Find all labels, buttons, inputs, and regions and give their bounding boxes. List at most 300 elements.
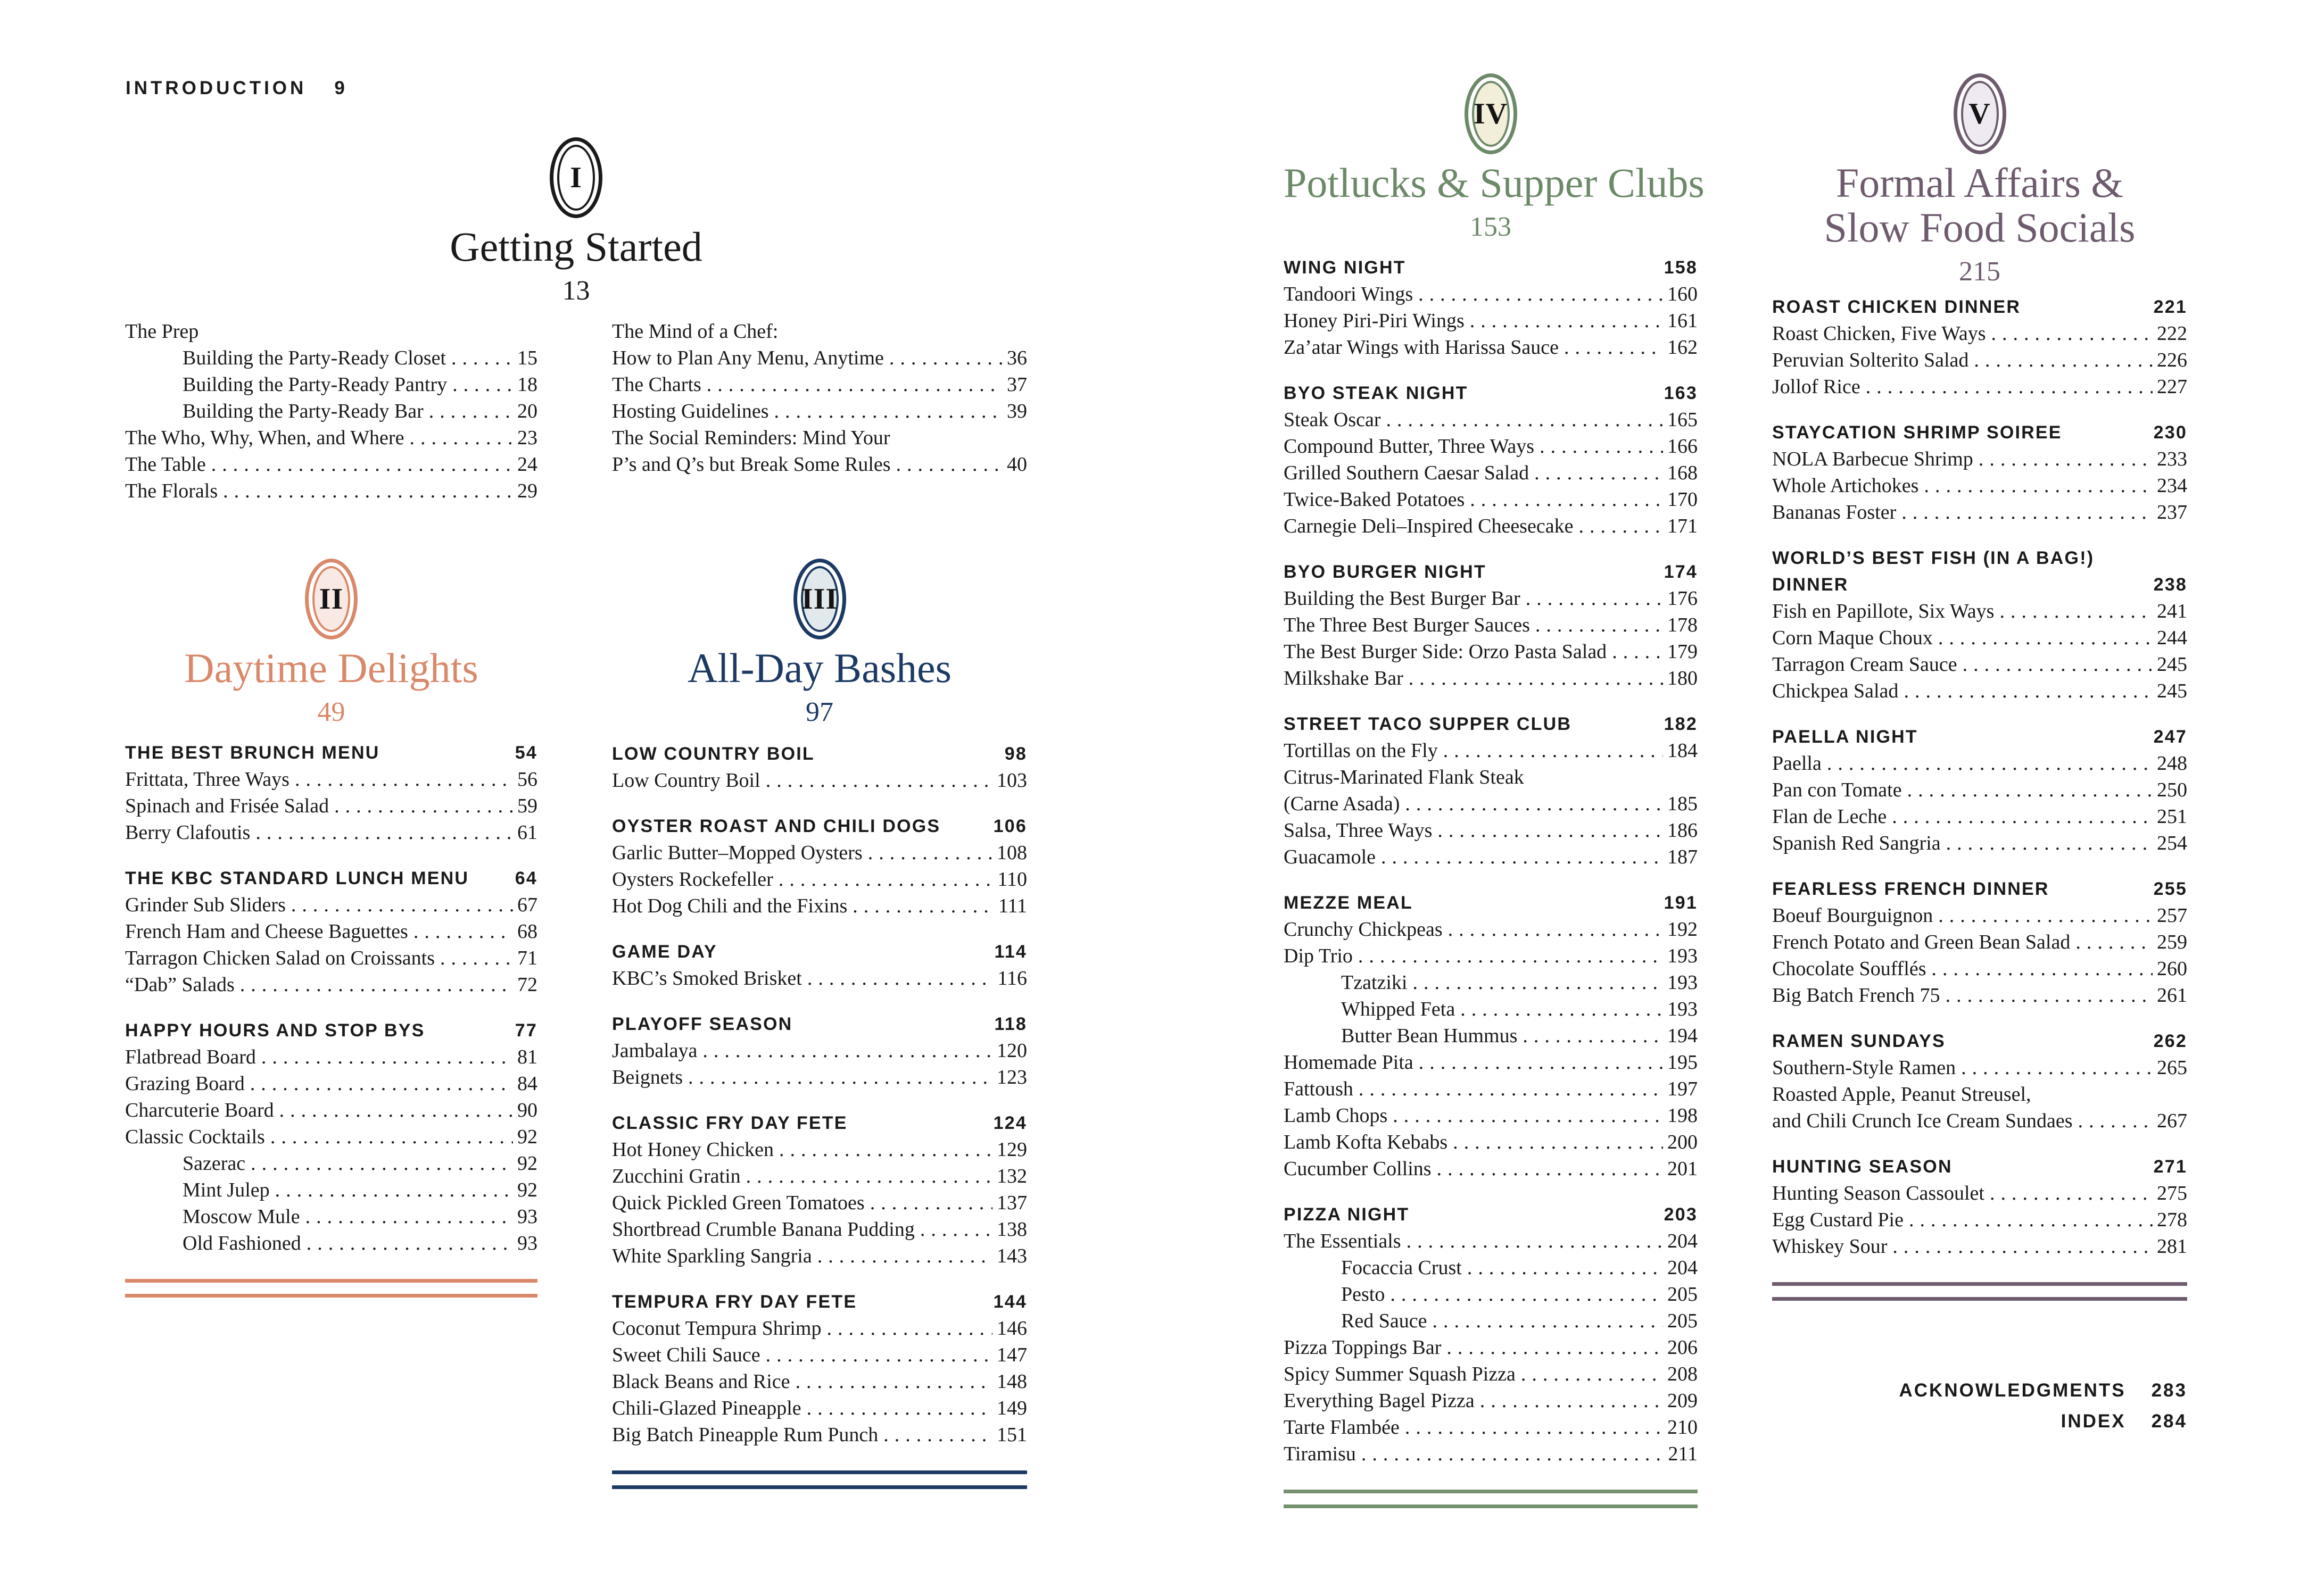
toc-entry-title: The Three Best Burger Sauces bbox=[1284, 614, 1530, 636]
dot-leader bbox=[295, 766, 513, 793]
group-header bbox=[1772, 294, 2187, 320]
toc-entry bbox=[1772, 320, 2187, 347]
toc-entry bbox=[1772, 750, 2187, 777]
toc-entry bbox=[1772, 373, 2187, 400]
toc-entry-title: Pizza Toppings Bar bbox=[1284, 1336, 1442, 1359]
dot-leader bbox=[1938, 625, 2153, 651]
dot-leader bbox=[440, 945, 513, 971]
toc-entry-title: P’s and Q’s but Break Some Rules bbox=[612, 453, 891, 476]
dot-leader bbox=[1904, 678, 2153, 704]
toc-entry bbox=[1284, 969, 1698, 996]
group-header bbox=[612, 813, 1027, 839]
toc-entry bbox=[1284, 1254, 1698, 1281]
toc-entry-title: Oysters Rockefeller bbox=[612, 868, 773, 891]
toc-entry-wrap-line: The Mind of a Chef: bbox=[612, 320, 779, 343]
toc-entry-page-number: 137 bbox=[997, 1192, 1027, 1214]
toc-entry-title: The Essentials bbox=[1284, 1230, 1401, 1252]
toc-group bbox=[125, 739, 537, 846]
dot-leader bbox=[827, 1315, 993, 1342]
toc-entry bbox=[1284, 1049, 1698, 1076]
toc-entry-title: Building the Party-Ready Bar bbox=[183, 400, 424, 422]
dot-leader bbox=[1432, 1308, 1663, 1334]
toc-entry-page-number: 192 bbox=[1667, 918, 1698, 941]
dot-leader bbox=[1521, 1361, 1663, 1387]
toc-entry-title: Lamb Kofta Kebabs bbox=[1284, 1131, 1448, 1153]
toc-entry-page-number: 116 bbox=[997, 967, 1027, 990]
back-matter bbox=[1772, 1375, 2187, 1437]
toc-entry-page-number: 151 bbox=[997, 1424, 1027, 1446]
toc-entry-title: Old Fashioned bbox=[183, 1232, 301, 1254]
toc-entry-page-number: 201 bbox=[1667, 1158, 1698, 1180]
toc-entry bbox=[612, 965, 1027, 992]
left-column-b-intro-panel bbox=[612, 318, 1027, 478]
toc-entry-page-number: 200 bbox=[1667, 1131, 1698, 1153]
section-heading bbox=[612, 552, 1027, 728]
group-header bbox=[125, 1017, 537, 1044]
toc-entry-title: Hot Honey Chicken bbox=[612, 1138, 774, 1161]
toc-group bbox=[612, 938, 1027, 992]
divider-bar bbox=[612, 1485, 1027, 1489]
dot-leader bbox=[1612, 638, 1663, 665]
toc-entry bbox=[125, 451, 537, 478]
toc-entry bbox=[612, 866, 1027, 893]
dot-leader bbox=[1418, 281, 1663, 307]
section-roman-numeral: I bbox=[570, 161, 582, 194]
toc-entry bbox=[1772, 1233, 2187, 1260]
toc-entry-title: Tarragon Chicken Salad on Croissants bbox=[125, 947, 435, 969]
left-column-b-menus-panel bbox=[612, 741, 1027, 1489]
toc-entry-page-number: 248 bbox=[2157, 752, 2187, 775]
dot-leader bbox=[920, 1216, 992, 1243]
toc-entry bbox=[125, 1097, 537, 1124]
toc-entry-title: Charcuterie Board bbox=[125, 1099, 274, 1121]
toc-entry-page-number: 120 bbox=[997, 1040, 1027, 1062]
dot-leader bbox=[1405, 1414, 1663, 1441]
toc-entry-title: How to Plan Any Menu, Anytime bbox=[612, 347, 884, 369]
dot-leader bbox=[1901, 499, 2153, 526]
dot-leader bbox=[1526, 585, 1663, 612]
toc-entry bbox=[1284, 1129, 1698, 1156]
dot-leader bbox=[270, 1124, 513, 1150]
section-heading bbox=[1284, 67, 1705, 243]
toc-entry bbox=[125, 918, 537, 945]
group-header-page-number: 230 bbox=[2153, 422, 2187, 443]
dot-leader bbox=[250, 1070, 513, 1097]
dot-leader bbox=[413, 918, 513, 945]
group-header-page-number: 271 bbox=[2153, 1157, 2187, 1177]
page-header-label: INTRODUCTION bbox=[126, 78, 307, 98]
toc-entry-page-number: 92 bbox=[517, 1152, 537, 1175]
left-column-a-intro-panel bbox=[125, 318, 537, 504]
group-header bbox=[612, 1011, 1027, 1037]
group-header-title: THE BEST BRUNCH MENU bbox=[125, 743, 380, 763]
dot-leader bbox=[817, 1243, 992, 1269]
toc-entry-title: Hunting Season Cassoulet bbox=[1772, 1182, 1984, 1204]
group-header-title: HUNTING SEASON bbox=[1772, 1157, 1953, 1177]
group-header-page-number: 118 bbox=[994, 1014, 1027, 1034]
toc-entry-page-number: 245 bbox=[2157, 680, 2187, 702]
toc-entry bbox=[1284, 1308, 1698, 1334]
dot-leader bbox=[2075, 929, 2153, 955]
toc-entry bbox=[1284, 307, 1698, 334]
toc-entry bbox=[612, 1368, 1027, 1395]
toc-entry-page-number: 148 bbox=[997, 1370, 1027, 1393]
section-oval-inner bbox=[312, 566, 350, 632]
toc-entry-page-number: 179 bbox=[1667, 641, 1698, 663]
toc-entry-page-number: 123 bbox=[997, 1066, 1027, 1088]
toc-entry bbox=[1772, 472, 2187, 499]
toc-entry-page-number: 168 bbox=[1667, 462, 1698, 484]
group-header-page-number: 174 bbox=[1664, 562, 1698, 582]
dot-leader bbox=[1467, 1254, 1663, 1281]
toc-entry bbox=[1284, 612, 1698, 638]
dot-leader bbox=[707, 371, 1003, 398]
toc-group bbox=[612, 741, 1027, 794]
toc-entry-title: The Charts bbox=[612, 373, 701, 396]
toc-entry-title: Salsa, Three Ways bbox=[1284, 819, 1433, 842]
toc-entry bbox=[612, 1190, 1027, 1216]
dot-leader bbox=[896, 451, 1003, 478]
dot-leader bbox=[1907, 777, 2153, 803]
toc-entry-page-number: 72 bbox=[517, 974, 537, 996]
toc-entry bbox=[1284, 1414, 1698, 1441]
toc-entry-title: Tarte Flambée bbox=[1284, 1416, 1400, 1439]
group-header-title: PIZZA NIGHT bbox=[1284, 1204, 1410, 1225]
section-heading bbox=[125, 131, 1027, 306]
right-column-c-menus-panel bbox=[1284, 254, 1698, 1508]
group-header-page-number: 191 bbox=[1664, 893, 1698, 913]
toc-entry-page-number: 251 bbox=[2157, 805, 2187, 828]
toc-entry-title: Guacamole bbox=[1284, 846, 1376, 868]
dot-leader bbox=[1578, 513, 1663, 539]
toc-entry bbox=[1284, 1228, 1698, 1254]
toc-entry-page-number: 92 bbox=[517, 1179, 537, 1201]
section-heading-formal-affairs-panel bbox=[1772, 67, 2187, 287]
toc-entry bbox=[1772, 902, 2187, 929]
toc-entry bbox=[125, 398, 537, 425]
toc-entry-page-number: 194 bbox=[1667, 1025, 1698, 1047]
dot-leader bbox=[889, 345, 1003, 371]
toc-entry bbox=[1772, 777, 2187, 803]
toc-list bbox=[612, 318, 1027, 478]
toc-entry-page-number: 198 bbox=[1667, 1104, 1698, 1127]
toc-entry bbox=[612, 1136, 1027, 1163]
section-page-number: 153 bbox=[1470, 212, 1511, 242]
toc-entry-page-number: 147 bbox=[997, 1344, 1027, 1366]
toc-entry bbox=[125, 318, 537, 345]
toc-entry-title: French Potato and Green Bean Salad bbox=[1772, 931, 2071, 953]
toc-group bbox=[125, 865, 537, 998]
toc-entry-page-number: 261 bbox=[2157, 984, 2187, 1007]
dot-leader bbox=[1407, 1228, 1663, 1254]
toc-entry bbox=[1772, 347, 2187, 373]
dot-leader bbox=[251, 1150, 513, 1177]
dot-leader bbox=[1827, 750, 2153, 777]
toc-entry bbox=[1284, 817, 1698, 844]
toc-entry bbox=[1772, 929, 2187, 955]
toc-entry bbox=[612, 1422, 1027, 1448]
section-heading bbox=[1772, 67, 2187, 287]
group-header bbox=[125, 865, 537, 892]
toc-entry-title: Jambalaya bbox=[612, 1040, 698, 1062]
toc-entry bbox=[612, 1342, 1027, 1368]
toc-entry-wrap-line: Roasted Apple, Peanut Streusel, bbox=[1772, 1083, 2031, 1105]
toc-entry-page-number: 234 bbox=[2157, 475, 2187, 497]
toc-entry-page-number: 244 bbox=[2157, 627, 2187, 649]
section-page-number: 13 bbox=[562, 276, 590, 306]
toc-entry bbox=[1284, 943, 1698, 969]
section-title-line: Formal Affairs & bbox=[1835, 160, 2124, 206]
toc-entry-title: Mint Julep bbox=[183, 1179, 270, 1201]
toc-entry-page-number: 186 bbox=[1667, 819, 1698, 842]
toc-entry-title: White Sparkling Sangria bbox=[612, 1245, 812, 1267]
toc-entry-page-number: 210 bbox=[1667, 1416, 1698, 1439]
section-roman-numeral: II bbox=[319, 583, 344, 616]
dot-leader bbox=[1412, 969, 1663, 996]
right-column-d-menus-panel bbox=[1772, 294, 2187, 1437]
toc-entry-title: Red Sauce bbox=[1341, 1310, 1427, 1332]
dot-leader bbox=[1892, 803, 2153, 830]
dot-leader bbox=[305, 1203, 513, 1230]
toc-entry-title: KBC’s Smoked Brisket bbox=[612, 967, 802, 990]
dot-leader bbox=[211, 451, 513, 478]
toc-entry bbox=[1772, 446, 2187, 472]
toc-entry-title: Chili-Glazed Pineapple bbox=[612, 1397, 801, 1419]
dot-leader bbox=[746, 1163, 992, 1190]
toc-entry-page-number: 275 bbox=[2157, 1182, 2187, 1204]
section-roman-numeral: III bbox=[801, 583, 838, 616]
toc-entry-page-number: 257 bbox=[2157, 904, 2187, 927]
dot-leader bbox=[307, 1230, 513, 1257]
section-oval-inner bbox=[801, 566, 839, 632]
toc-entry-title: Low Country Boil bbox=[612, 769, 760, 792]
toc-entry-title: “Dab” Salads bbox=[125, 974, 235, 996]
group-header bbox=[1772, 1028, 2187, 1054]
toc-entry bbox=[1284, 513, 1698, 539]
divider-bar bbox=[1772, 1282, 2187, 1286]
toc-entry bbox=[1772, 803, 2187, 830]
toc-entry-page-number: 226 bbox=[2157, 349, 2187, 371]
toc-entry-page-number: 138 bbox=[997, 1218, 1027, 1241]
group-header bbox=[1284, 380, 1698, 406]
toc-entry-title: Garlic Butter–Mopped Oysters bbox=[612, 842, 863, 864]
toc-entry-title: Grazing Board bbox=[125, 1073, 245, 1095]
group-header bbox=[1772, 724, 2187, 750]
toc-entry-title: and Chili Crunch Ice Cream Sundaes bbox=[1772, 1110, 2073, 1132]
toc-entry-title: Paella bbox=[1772, 752, 1822, 775]
toc-entry-page-number: 68 bbox=[517, 920, 537, 943]
dot-leader bbox=[291, 892, 513, 918]
toc-entry-page-number: 184 bbox=[1667, 739, 1698, 762]
toc-entry-page-number: 209 bbox=[1667, 1390, 1698, 1412]
toc-entry bbox=[1284, 334, 1698, 361]
toc-entry-title: Grinder Sub Sliders bbox=[125, 894, 286, 916]
toc-entry-title: Chickpea Salad bbox=[1772, 680, 1899, 702]
dot-leader bbox=[1866, 373, 2153, 400]
dot-leader bbox=[1443, 737, 1663, 764]
toc-entry-page-number: 93 bbox=[517, 1206, 537, 1228]
toc-entry-page-number: 110 bbox=[997, 868, 1027, 891]
section-page-number: 49 bbox=[317, 697, 345, 727]
divider-bar bbox=[1284, 1504, 1698, 1508]
group-header-title: THE KBC STANDARD LUNCH MENU bbox=[125, 868, 469, 888]
toc-entry-page-number: 195 bbox=[1667, 1051, 1698, 1074]
toc-entry-wrap-line: Citrus-Marinated Flank Steak bbox=[1284, 766, 1524, 788]
toc-entry bbox=[1284, 791, 1698, 817]
toc-entry-page-number: 71 bbox=[517, 947, 537, 969]
toc-entry-title: Steak Oscar bbox=[1284, 409, 1381, 431]
toc-entry-title: Building the Party-Ready Closet bbox=[183, 347, 446, 369]
toc-entry-page-number: 56 bbox=[517, 768, 537, 791]
dot-leader bbox=[1358, 943, 1663, 969]
toc-group bbox=[1284, 890, 1698, 1182]
toc-entry bbox=[125, 1124, 537, 1150]
group-header-page-number: 106 bbox=[993, 816, 1027, 836]
toc-entry-page-number: 103 bbox=[997, 769, 1027, 792]
group-header-page-number: 255 bbox=[2153, 879, 2187, 899]
group-header-page-number: 238 bbox=[2153, 575, 2187, 595]
toc-entry bbox=[1772, 982, 2187, 1009]
toc-entry-page-number: 206 bbox=[1667, 1336, 1698, 1359]
group-header bbox=[612, 938, 1027, 965]
dot-leader bbox=[279, 1097, 513, 1124]
toc-entry-page-number: 165 bbox=[1667, 409, 1698, 431]
toc-entry bbox=[1284, 433, 1698, 460]
toc-entry bbox=[1284, 1441, 1698, 1467]
divider-bar bbox=[612, 1470, 1027, 1474]
divider-bar bbox=[125, 1279, 537, 1283]
section-title-line: Slow Food Socials bbox=[1824, 204, 2136, 251]
toc-entry-title: Whipped Feta bbox=[1341, 998, 1455, 1020]
toc-entry-page-number: 111 bbox=[998, 895, 1027, 917]
group-header-title: MEZZE MEAL bbox=[1284, 893, 1413, 913]
section-title-line: Getting Started bbox=[450, 223, 702, 270]
toc-entry bbox=[612, 1064, 1027, 1091]
dot-leader bbox=[1932, 955, 2153, 982]
toc-entry-title: Pan con Tomate bbox=[1772, 779, 1902, 801]
toc-entry-title: Tiramisu bbox=[1284, 1443, 1356, 1465]
toc-entry-title: Roast Chicken, Five Ways bbox=[1772, 322, 1986, 345]
toc-entry bbox=[1284, 665, 1698, 692]
dot-leader bbox=[779, 866, 994, 893]
toc-entry-page-number: 180 bbox=[1667, 667, 1698, 689]
group-header bbox=[612, 741, 1027, 767]
toc-entry bbox=[612, 398, 1027, 425]
toc-entry-title: Dip Trio bbox=[1284, 945, 1353, 967]
dot-leader bbox=[1999, 598, 2153, 625]
toc-entry-title: Fish en Papillote, Six Ways bbox=[1772, 600, 1995, 622]
dot-leader bbox=[275, 1177, 513, 1203]
section-oval-badge bbox=[793, 559, 846, 639]
toc-entry-title: The Who, Why, When, and Where bbox=[125, 427, 404, 449]
dot-leader bbox=[1974, 347, 2153, 373]
toc-entry-title: Tortillas on the Fly bbox=[1284, 739, 1438, 762]
group-header-title: BYO BURGER NIGHT bbox=[1284, 562, 1486, 582]
toc-entry bbox=[612, 1163, 1027, 1190]
group-header-page-number: 98 bbox=[1004, 744, 1027, 764]
toc-entry-page-number: 265 bbox=[2157, 1057, 2187, 1079]
toc-entry-page-number: 187 bbox=[1667, 846, 1698, 868]
group-header-page-number: 114 bbox=[994, 942, 1027, 962]
toc-entry-title: Classic Cocktails bbox=[125, 1126, 265, 1148]
section-title bbox=[1772, 161, 2187, 250]
section-oval-badge bbox=[305, 559, 358, 639]
toc-entry bbox=[612, 1216, 1027, 1243]
toc-entry-page-number: 250 bbox=[2157, 779, 2187, 801]
group-header-title: GAME DAY bbox=[612, 942, 717, 962]
dot-leader bbox=[1390, 1281, 1663, 1308]
toc-entry-page-number: 40 bbox=[1007, 453, 1027, 476]
dot-leader bbox=[1405, 791, 1663, 817]
toc-entry-title: Building the Best Burger Bar bbox=[1284, 587, 1520, 610]
group-header-page-number: 247 bbox=[2153, 727, 2187, 747]
toc-entry-page-number: 143 bbox=[997, 1245, 1027, 1267]
toc-entry bbox=[125, 345, 537, 371]
toc-group bbox=[612, 813, 1027, 919]
group-header-title: STREET TACO SUPPER CLUB bbox=[1284, 714, 1572, 734]
toc-entry-page-number: 254 bbox=[2157, 832, 2187, 854]
toc-group bbox=[612, 1110, 1027, 1269]
toc-entry bbox=[125, 425, 537, 451]
section-heading bbox=[125, 552, 537, 728]
toc-entry bbox=[1772, 598, 2187, 625]
toc-entry-title: Whole Artichokes bbox=[1772, 475, 1919, 497]
toc-group bbox=[1772, 876, 2187, 1009]
section-oval-badge bbox=[550, 137, 602, 218]
toc-entry-page-number: 161 bbox=[1667, 310, 1698, 332]
toc-entry-title: The Table bbox=[125, 453, 206, 476]
dot-leader bbox=[1961, 1054, 2153, 1081]
toc-entry bbox=[1772, 625, 2187, 651]
toc-entry-page-number: 281 bbox=[2157, 1235, 2187, 1258]
dot-leader bbox=[766, 1342, 992, 1368]
toc-entry-title: Sazerac bbox=[183, 1152, 246, 1175]
toc-entry bbox=[1284, 638, 1698, 665]
dot-leader bbox=[452, 371, 513, 398]
toc-entry-title: Frittata, Three Ways bbox=[125, 768, 289, 791]
toc-entry-page-number: 211 bbox=[1668, 1443, 1698, 1465]
toc-entry bbox=[612, 893, 1027, 919]
dot-leader bbox=[1564, 334, 1663, 361]
toc-group bbox=[1772, 1028, 2187, 1134]
group-header bbox=[612, 1110, 1027, 1136]
toc-group bbox=[1284, 1201, 1698, 1467]
toc-entry-title: Big Batch Pineapple Rum Punch bbox=[612, 1424, 879, 1446]
toc-entry-title: The Prep bbox=[125, 320, 199, 343]
toc-entry-page-number: 171 bbox=[1667, 515, 1698, 537]
dot-leader bbox=[223, 478, 513, 504]
toc-entry-title: Zucchini Gratin bbox=[612, 1165, 741, 1187]
dot-leader bbox=[1437, 817, 1663, 844]
toc-entry-page-number: 237 bbox=[2157, 501, 2187, 523]
toc-entry-page-number: 29 bbox=[517, 480, 537, 502]
toc-entry-title: Lamb Chops bbox=[1284, 1104, 1388, 1127]
toc-entry-page-number: 132 bbox=[997, 1165, 1027, 1187]
group-header bbox=[1284, 890, 1698, 916]
toc-entry-title: Butter Bean Hummus bbox=[1341, 1025, 1518, 1047]
group-header bbox=[1284, 559, 1698, 585]
toc-entry-title: Milkshake Bar bbox=[1284, 667, 1403, 689]
toc-entry-page-number: 59 bbox=[517, 795, 537, 817]
dot-leader bbox=[779, 1136, 992, 1163]
toc-entry bbox=[612, 767, 1027, 794]
toc-entry bbox=[125, 478, 537, 504]
toc-entry-page-number: 36 bbox=[1007, 347, 1027, 369]
dot-leader bbox=[796, 1368, 992, 1395]
group-header-title: PLAYOFF SEASON bbox=[612, 1014, 793, 1034]
group-header-title: OYSTER ROAST AND CHILI DOGS bbox=[612, 816, 941, 836]
back-matter-page-number: 284 bbox=[2151, 1411, 2187, 1432]
